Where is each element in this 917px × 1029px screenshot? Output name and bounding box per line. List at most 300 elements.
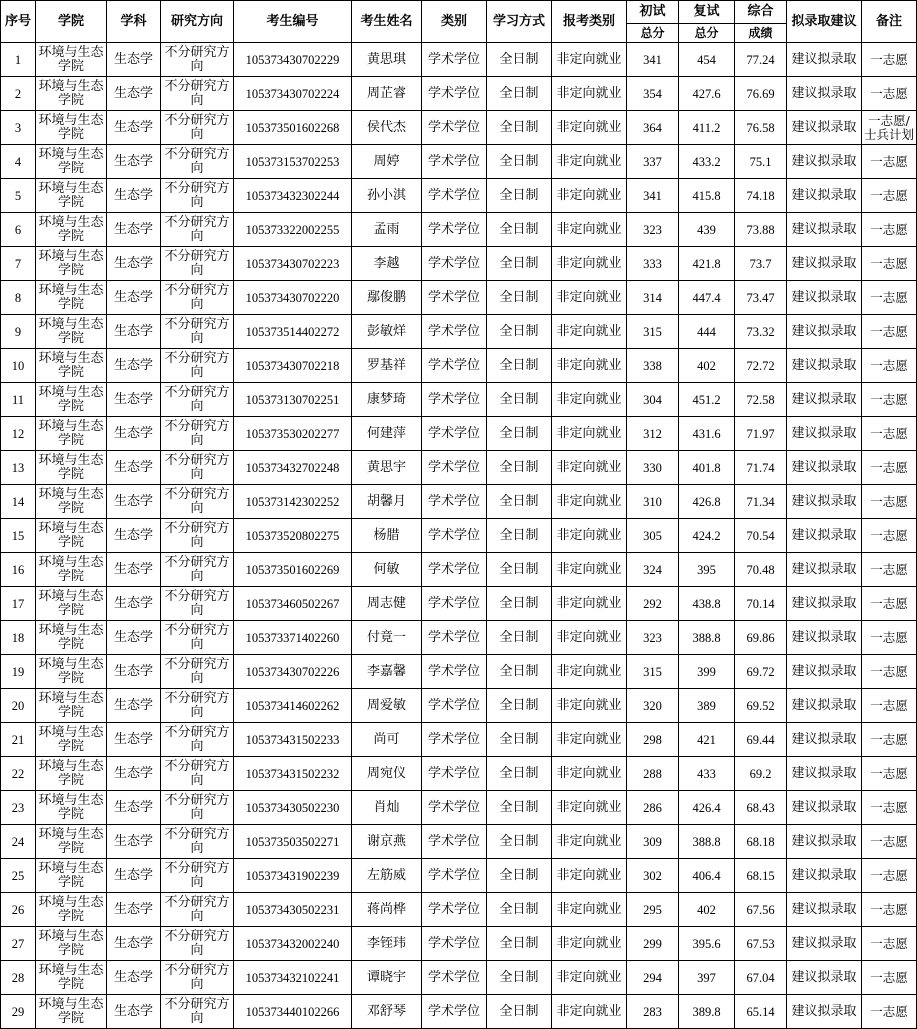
cell-direction: 不分研究方向 (161, 655, 234, 689)
cell-name: 谢京燕 (352, 825, 422, 859)
cell-prelim-total: 298 (627, 723, 679, 757)
cell-study-mode: 全日制 (487, 111, 552, 145)
cell-name: 何建萍 (352, 417, 422, 451)
cell-suggestion: 建议拟录取 (787, 281, 862, 315)
cell-subject: 生态学 (107, 315, 161, 349)
table-row (1, 145, 917, 179)
cell-remark: 一志愿 (862, 791, 917, 825)
cell-category: 学术学位 (422, 145, 487, 179)
cell-suggestion: 建议拟录取 (787, 315, 862, 349)
cell-composite-score: 67.56 (735, 893, 787, 927)
cell-remark: 一志愿 (862, 519, 917, 553)
cell-exam-id: 105373440102266 (234, 995, 352, 1029)
cell-apply-type: 非定向就业 (552, 927, 627, 961)
cell-category: 学术学位 (422, 247, 487, 281)
cell-prelim-total: 305 (627, 519, 679, 553)
cell-exam-id: 105373432002240 (234, 927, 352, 961)
cell-study-mode: 全日制 (487, 689, 552, 723)
cell-prelim-total: 283 (627, 995, 679, 1029)
cell-seq: 18 (1, 621, 36, 655)
cell-composite-score: 73.47 (735, 281, 787, 315)
table-row (1, 383, 917, 417)
cell-apply-type: 非定向就业 (552, 315, 627, 349)
cell-composite-score: 74.18 (735, 179, 787, 213)
cell-category: 学术学位 (422, 111, 487, 145)
cell-retest-total: 395 (679, 553, 735, 587)
cell-subject: 生态学 (107, 587, 161, 621)
table-row (1, 621, 917, 655)
table-row (1, 247, 917, 281)
cell-name: 谭晓宇 (352, 961, 422, 995)
cell-seq: 28 (1, 961, 36, 995)
cell-direction: 不分研究方向 (161, 893, 234, 927)
cell-study-mode: 全日制 (487, 791, 552, 825)
cell-apply-type: 非定向就业 (552, 791, 627, 825)
cell-exam-id: 105373460502267 (234, 587, 352, 621)
header-direction: 研究方向 (161, 1, 234, 43)
cell-suggestion: 建议拟录取 (787, 587, 862, 621)
cell-remark: 一志愿 (862, 553, 917, 587)
cell-college: 环境与生态学院 (36, 179, 107, 213)
cell-suggestion: 建议拟录取 (787, 961, 862, 995)
table-row (1, 485, 917, 519)
cell-retest-total: 411.2 (679, 111, 735, 145)
cell-retest-total: 447.4 (679, 281, 735, 315)
cell-composite-score: 71.74 (735, 451, 787, 485)
cell-suggestion: 建议拟录取 (787, 995, 862, 1029)
cell-suggestion: 建议拟录取 (787, 893, 862, 927)
cell-exam-id: 105373432702248 (234, 451, 352, 485)
cell-retest-total: 406.4 (679, 859, 735, 893)
cell-composite-score: 76.69 (735, 77, 787, 111)
cell-seq: 11 (1, 383, 36, 417)
cell-direction: 不分研究方向 (161, 485, 234, 519)
cell-retest-total: 439 (679, 213, 735, 247)
cell-study-mode: 全日制 (487, 383, 552, 417)
cell-suggestion: 建议拟录取 (787, 213, 862, 247)
cell-apply-type: 非定向就业 (552, 179, 627, 213)
cell-category: 学术学位 (422, 451, 487, 485)
cell-category: 学术学位 (422, 417, 487, 451)
cell-apply-type: 非定向就业 (552, 553, 627, 587)
cell-prelim-total: 292 (627, 587, 679, 621)
table-row (1, 553, 917, 587)
cell-name: 罗基祥 (352, 349, 422, 383)
cell-subject: 生态学 (107, 281, 161, 315)
cell-suggestion: 建议拟录取 (787, 43, 862, 77)
cell-category: 学术学位 (422, 757, 487, 791)
cell-composite-score: 69.72 (735, 655, 787, 689)
cell-category: 学术学位 (422, 825, 487, 859)
cell-college: 环境与生态学院 (36, 281, 107, 315)
cell-college: 环境与生态学院 (36, 315, 107, 349)
cell-study-mode: 全日制 (487, 349, 552, 383)
cell-suggestion: 建议拟录取 (787, 77, 862, 111)
cell-composite-score: 71.97 (735, 417, 787, 451)
cell-study-mode: 全日制 (487, 281, 552, 315)
cell-study-mode: 全日制 (487, 451, 552, 485)
cell-exam-id: 105373432102241 (234, 961, 352, 995)
header-retest-total: 总分 (679, 24, 735, 43)
cell-composite-score: 75.1 (735, 145, 787, 179)
cell-study-mode: 全日制 (487, 723, 552, 757)
cell-remark: 一志愿 (862, 825, 917, 859)
cell-seq: 13 (1, 451, 36, 485)
cell-remark: 一志愿 (862, 485, 917, 519)
cell-exam-id: 105373430702220 (234, 281, 352, 315)
cell-category: 学术学位 (422, 179, 487, 213)
cell-name: 周爱敏 (352, 689, 422, 723)
cell-exam-id: 105373503502271 (234, 825, 352, 859)
header-study-mode: 学习方式 (487, 1, 552, 43)
cell-remark: 一志愿 (862, 43, 917, 77)
cell-remark: 一志愿 (862, 349, 917, 383)
cell-name: 杨腊 (352, 519, 422, 553)
cell-direction: 不分研究方向 (161, 417, 234, 451)
cell-exam-id: 105373431902239 (234, 859, 352, 893)
cell-direction: 不分研究方向 (161, 519, 234, 553)
cell-prelim-total: 364 (627, 111, 679, 145)
cell-name: 李越 (352, 247, 422, 281)
cell-exam-id: 105373414602262 (234, 689, 352, 723)
cell-direction: 不分研究方向 (161, 383, 234, 417)
table-row (1, 179, 917, 213)
cell-prelim-total: 323 (627, 621, 679, 655)
cell-composite-score: 68.15 (735, 859, 787, 893)
cell-prelim-total: 295 (627, 893, 679, 927)
cell-retest-total: 451.2 (679, 383, 735, 417)
cell-name: 孙小淇 (352, 179, 422, 213)
cell-exam-id: 105373501602269 (234, 553, 352, 587)
cell-remark: 一志愿 (862, 757, 917, 791)
cell-apply-type: 非定向就业 (552, 655, 627, 689)
cell-retest-total: 433 (679, 757, 735, 791)
cell-prelim-total: 299 (627, 927, 679, 961)
cell-suggestion: 建议拟录取 (787, 655, 862, 689)
header-remark: 备注 (862, 1, 917, 43)
cell-subject: 生态学 (107, 655, 161, 689)
cell-name: 邓舒琴 (352, 995, 422, 1029)
cell-seq: 1 (1, 43, 36, 77)
cell-remark: 一志愿 (862, 859, 917, 893)
cell-study-mode: 全日制 (487, 553, 552, 587)
cell-prelim-total: 315 (627, 315, 679, 349)
cell-college: 环境与生态学院 (36, 485, 107, 519)
cell-college: 环境与生态学院 (36, 247, 107, 281)
cell-apply-type: 非定向就业 (552, 417, 627, 451)
cell-direction: 不分研究方向 (161, 757, 234, 791)
cell-suggestion: 建议拟录取 (787, 825, 862, 859)
cell-subject: 生态学 (107, 893, 161, 927)
cell-remark: 一志愿 (862, 689, 917, 723)
cell-seq: 15 (1, 519, 36, 553)
cell-direction: 不分研究方向 (161, 451, 234, 485)
cell-subject: 生态学 (107, 723, 161, 757)
cell-category: 学术学位 (422, 655, 487, 689)
table-row (1, 417, 917, 451)
cell-name: 李嘉馨 (352, 655, 422, 689)
cell-retest-total: 433.2 (679, 145, 735, 179)
cell-study-mode: 全日制 (487, 757, 552, 791)
table-row (1, 315, 917, 349)
cell-study-mode: 全日制 (487, 77, 552, 111)
cell-seq: 12 (1, 417, 36, 451)
cell-retest-total: 388.8 (679, 825, 735, 859)
cell-direction: 不分研究方向 (161, 77, 234, 111)
cell-study-mode: 全日制 (487, 179, 552, 213)
cell-college: 环境与生态学院 (36, 689, 107, 723)
cell-name: 周志健 (352, 587, 422, 621)
table-row (1, 77, 917, 111)
cell-name: 彭敏烊 (352, 315, 422, 349)
cell-direction: 不分研究方向 (161, 111, 234, 145)
cell-category: 学术学位 (422, 43, 487, 77)
cell-seq: 17 (1, 587, 36, 621)
cell-name: 周婷 (352, 145, 422, 179)
header-exam-id: 考生编号 (234, 1, 352, 43)
cell-college: 环境与生态学院 (36, 825, 107, 859)
cell-prelim-total: 354 (627, 77, 679, 111)
cell-subject: 生态学 (107, 961, 161, 995)
cell-study-mode: 全日制 (487, 995, 552, 1029)
cell-category: 学术学位 (422, 349, 487, 383)
cell-remark: 一志愿 (862, 893, 917, 927)
cell-exam-id: 105373520802275 (234, 519, 352, 553)
table-row (1, 893, 917, 927)
table-row (1, 791, 917, 825)
header-apply-type: 报考类别 (552, 1, 627, 43)
cell-retest-total: 426.8 (679, 485, 735, 519)
cell-exam-id: 105373142302252 (234, 485, 352, 519)
cell-category: 学术学位 (422, 587, 487, 621)
cell-composite-score: 69.44 (735, 723, 787, 757)
cell-apply-type: 非定向就业 (552, 77, 627, 111)
cell-apply-type: 非定向就业 (552, 757, 627, 791)
cell-suggestion: 建议拟录取 (787, 349, 862, 383)
cell-remark: 一志愿 (862, 961, 917, 995)
cell-direction: 不分研究方向 (161, 825, 234, 859)
cell-seq: 24 (1, 825, 36, 859)
cell-seq: 3 (1, 111, 36, 145)
cell-remark: 一志愿 (862, 587, 917, 621)
cell-retest-total: 389 (679, 689, 735, 723)
table-row (1, 43, 917, 77)
cell-apply-type: 非定向就业 (552, 485, 627, 519)
cell-composite-score: 65.14 (735, 995, 787, 1029)
cell-category: 学术学位 (422, 315, 487, 349)
cell-study-mode: 全日制 (487, 587, 552, 621)
cell-apply-type: 非定向就业 (552, 587, 627, 621)
cell-exam-id: 105373430702229 (234, 43, 352, 77)
cell-suggestion: 建议拟录取 (787, 417, 862, 451)
cell-study-mode: 全日制 (487, 485, 552, 519)
cell-remark: 一志愿 (862, 621, 917, 655)
cell-prelim-total: 288 (627, 757, 679, 791)
cell-study-mode: 全日制 (487, 417, 552, 451)
cell-college: 环境与生态学院 (36, 553, 107, 587)
cell-name: 左筋威 (352, 859, 422, 893)
cell-category: 学术学位 (422, 281, 487, 315)
cell-name: 肖灿 (352, 791, 422, 825)
cell-college: 环境与生态学院 (36, 43, 107, 77)
cell-study-mode: 全日制 (487, 859, 552, 893)
cell-composite-score: 69.86 (735, 621, 787, 655)
cell-exam-id: 105373430502231 (234, 893, 352, 927)
cell-seq: 22 (1, 757, 36, 791)
cell-college: 环境与生态学院 (36, 655, 107, 689)
cell-remark: 一志愿 (862, 417, 917, 451)
cell-direction: 不分研究方向 (161, 587, 234, 621)
cell-category: 学术学位 (422, 213, 487, 247)
header-seq: 序号 (1, 1, 36, 43)
cell-prelim-total: 330 (627, 451, 679, 485)
cell-exam-id: 105373432302244 (234, 179, 352, 213)
cell-seq: 21 (1, 723, 36, 757)
cell-college: 环境与生态学院 (36, 961, 107, 995)
cell-apply-type: 非定向就业 (552, 893, 627, 927)
cell-remark: 一志愿 (862, 723, 917, 757)
cell-study-mode: 全日制 (487, 961, 552, 995)
cell-name: 何敏 (352, 553, 422, 587)
cell-study-mode: 全日制 (487, 825, 552, 859)
cell-suggestion: 建议拟录取 (787, 689, 862, 723)
cell-seq: 10 (1, 349, 36, 383)
cell-composite-score: 73.32 (735, 315, 787, 349)
cell-name: 周宛仪 (352, 757, 422, 791)
header-prelim-total: 总分 (627, 24, 679, 43)
cell-category: 学术学位 (422, 961, 487, 995)
cell-study-mode: 全日制 (487, 927, 552, 961)
cell-college: 环境与生态学院 (36, 451, 107, 485)
header-category: 类别 (422, 1, 487, 43)
cell-category: 学术学位 (422, 519, 487, 553)
cell-prelim-total: 337 (627, 145, 679, 179)
table-body (1, 43, 917, 1029)
cell-suggestion: 建议拟录取 (787, 791, 862, 825)
cell-subject: 生态学 (107, 77, 161, 111)
cell-apply-type: 非定向就业 (552, 145, 627, 179)
cell-college: 环境与生态学院 (36, 111, 107, 145)
cell-remark: 一志愿/士兵计划 (862, 111, 917, 145)
cell-retest-total: 388.8 (679, 621, 735, 655)
cell-subject: 生态学 (107, 859, 161, 893)
cell-remark: 一志愿 (862, 281, 917, 315)
cell-composite-score: 69.52 (735, 689, 787, 723)
cell-college: 环境与生态学院 (36, 145, 107, 179)
cell-direction: 不分研究方向 (161, 995, 234, 1029)
cell-seq: 29 (1, 995, 36, 1029)
cell-direction: 不分研究方向 (161, 315, 234, 349)
cell-composite-score: 72.58 (735, 383, 787, 417)
cell-study-mode: 全日制 (487, 145, 552, 179)
cell-seq: 6 (1, 213, 36, 247)
cell-apply-type: 非定向就业 (552, 213, 627, 247)
cell-seq: 8 (1, 281, 36, 315)
cell-exam-id: 105373322002255 (234, 213, 352, 247)
cell-composite-score: 71.34 (735, 485, 787, 519)
cell-retest-total: 431.6 (679, 417, 735, 451)
cell-prelim-total: 309 (627, 825, 679, 859)
cell-composite-score: 70.14 (735, 587, 787, 621)
cell-study-mode: 全日制 (487, 247, 552, 281)
cell-suggestion: 建议拟录取 (787, 111, 862, 145)
cell-college: 环境与生态学院 (36, 349, 107, 383)
cell-retest-total: 389.8 (679, 995, 735, 1029)
cell-subject: 生态学 (107, 213, 161, 247)
cell-name: 蒋尚桦 (352, 893, 422, 927)
cell-prelim-total: 341 (627, 43, 679, 77)
cell-subject: 生态学 (107, 485, 161, 519)
cell-suggestion: 建议拟录取 (787, 247, 862, 281)
cell-retest-total: 395.6 (679, 927, 735, 961)
cell-college: 环境与生态学院 (36, 927, 107, 961)
cell-name: 尚可 (352, 723, 422, 757)
cell-category: 学术学位 (422, 485, 487, 519)
cell-apply-type: 非定向就业 (552, 961, 627, 995)
cell-name: 鄢俊鹏 (352, 281, 422, 315)
header-retest: 复试 (679, 1, 735, 24)
cell-exam-id: 105373430502230 (234, 791, 352, 825)
cell-exam-id: 105373430702226 (234, 655, 352, 689)
table-row (1, 825, 917, 859)
cell-college: 环境与生态学院 (36, 383, 107, 417)
table-row (1, 111, 917, 145)
cell-retest-total: 397 (679, 961, 735, 995)
cell-exam-id: 105373430702224 (234, 77, 352, 111)
cell-prelim-total: 302 (627, 859, 679, 893)
cell-direction: 不分研究方向 (161, 553, 234, 587)
cell-name: 黄思宇 (352, 451, 422, 485)
cell-category: 学术学位 (422, 689, 487, 723)
cell-apply-type: 非定向就业 (552, 519, 627, 553)
cell-exam-id: 105373431502233 (234, 723, 352, 757)
cell-prelim-total: 286 (627, 791, 679, 825)
table-header (1, 1, 917, 43)
cell-subject: 生态学 (107, 553, 161, 587)
cell-retest-total: 421 (679, 723, 735, 757)
cell-apply-type: 非定向就业 (552, 859, 627, 893)
cell-composite-score: 73.7 (735, 247, 787, 281)
cell-exam-id: 105373130702251 (234, 383, 352, 417)
cell-subject: 生态学 (107, 995, 161, 1029)
cell-category: 学术学位 (422, 723, 487, 757)
cell-college: 环境与生态学院 (36, 519, 107, 553)
cell-composite-score: 68.18 (735, 825, 787, 859)
cell-seq: 9 (1, 315, 36, 349)
table-row (1, 655, 917, 689)
cell-study-mode: 全日制 (487, 655, 552, 689)
cell-name: 付竟一 (352, 621, 422, 655)
cell-college: 环境与生态学院 (36, 995, 107, 1029)
cell-prelim-total: 323 (627, 213, 679, 247)
cell-name: 周芷睿 (352, 77, 422, 111)
cell-direction: 不分研究方向 (161, 281, 234, 315)
cell-retest-total: 402 (679, 893, 735, 927)
cell-composite-score: 70.54 (735, 519, 787, 553)
cell-suggestion: 建议拟录取 (787, 519, 862, 553)
cell-suggestion: 建议拟录取 (787, 179, 862, 213)
cell-seq: 5 (1, 179, 36, 213)
header-composite: 综合 (735, 1, 787, 24)
cell-suggestion: 建议拟录取 (787, 621, 862, 655)
cell-direction: 不分研究方向 (161, 213, 234, 247)
cell-study-mode: 全日制 (487, 43, 552, 77)
cell-exam-id: 105373430702218 (234, 349, 352, 383)
cell-college: 环境与生态学院 (36, 723, 107, 757)
cell-college: 环境与生态学院 (36, 621, 107, 655)
cell-seq: 4 (1, 145, 36, 179)
cell-category: 学术学位 (422, 383, 487, 417)
